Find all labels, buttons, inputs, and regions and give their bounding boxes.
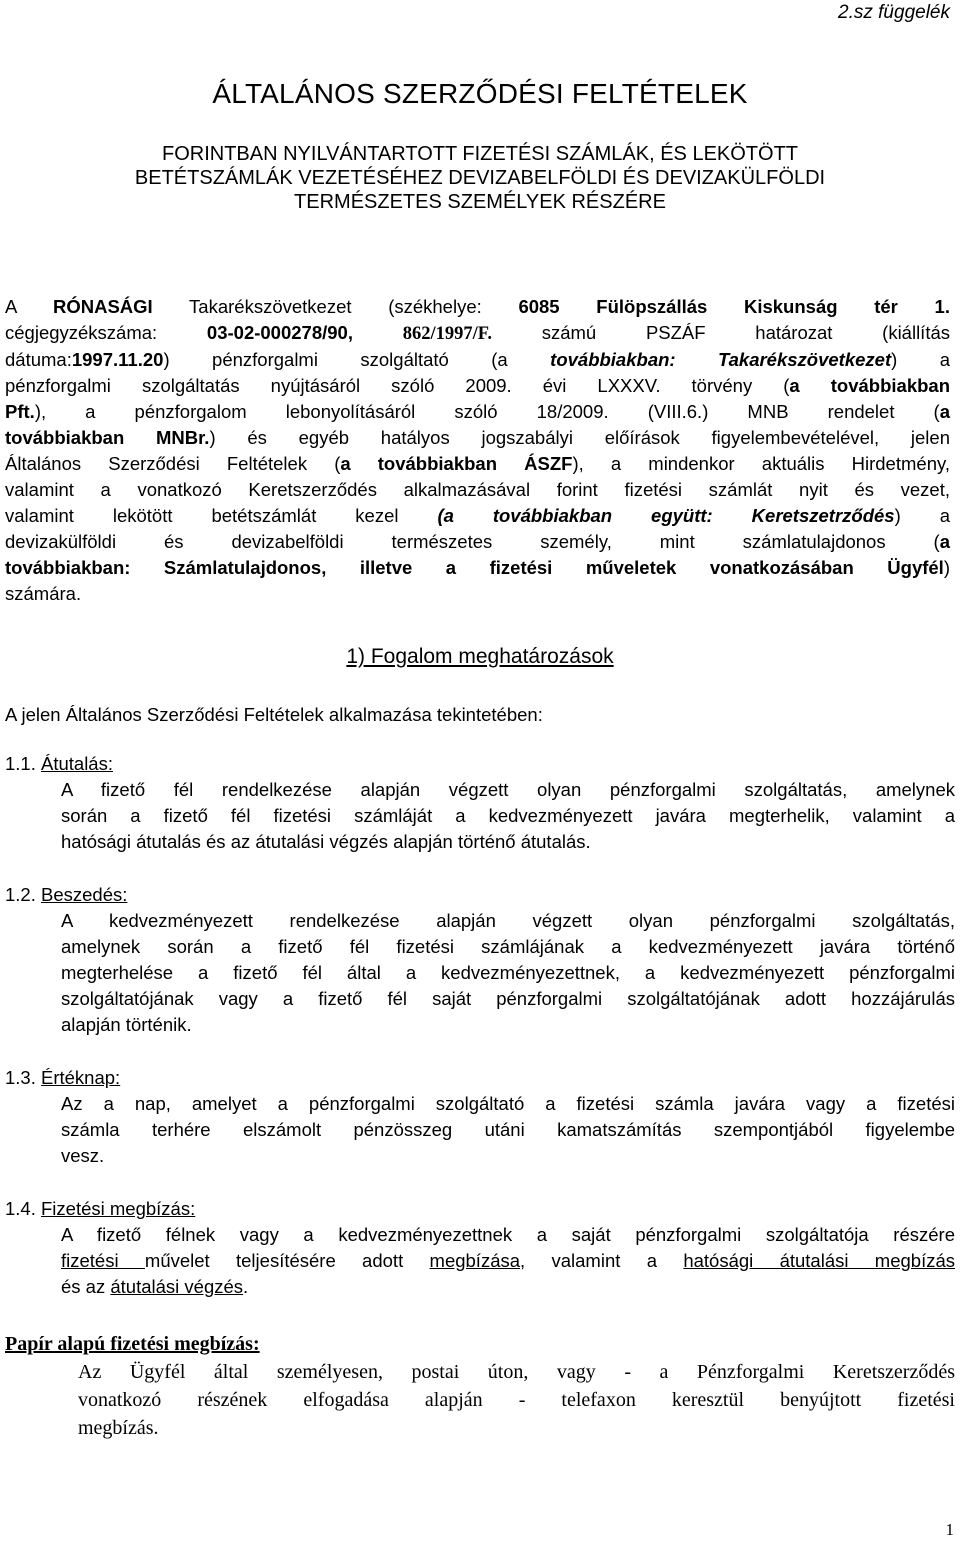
definition-body: Az a nap, amelyet a pénzforgalmi szolgáltató a fizetési számla javára vagy a fizetési számla terhére elszámolt pénzösszeg utáni kamatszámítás szempontjából figyelembe vesz. — [61, 1093, 955, 1166]
document-title: ÁLTALÁNOS SZERZŐDÉSI FELTÉTELEK — [212, 78, 748, 109]
intro-line: továbbiakban MNBr.) és egyéb hatályos jogszabályi előírások figyelembevételével, jelen — [5, 427, 950, 448]
intro-line: A RÓNASÁGI Takarékszövetkezet (székhelye: 6085 Fülöpszállás Kiskunság tér 1. — [5, 296, 950, 317]
intro-line: valamint a vonatkozó Keretszerződés alkalmazásával forint fizetési számlát nyit és vezet, — [5, 479, 950, 500]
definition-term: 1.4. Fizetési megbízás: — [5, 1198, 196, 1219]
definition-erteknap — [5, 1065, 955, 1169]
intro-line: pénzforgalmi szolgáltatás nyújtásáról szóló 2009. évi LXXXV. törvény (a továbbiakban — [5, 375, 950, 396]
definition-papir-alapu — [5, 1330, 955, 1442]
section-heading: 1) Fogalom meghatározások — [346, 645, 614, 668]
intro-line: számára. — [5, 583, 82, 604]
page-number: 1 — [945, 1520, 954, 1539]
intro-line: dátuma:1997.11.20) pénzforgalmi szolgáltató (a továbbiakban: Takarékszövetkezet) a — [5, 349, 951, 370]
definition-term: 1.1. Átutalás: — [5, 753, 113, 774]
definition-body: A kedvezményezett rendelkezése alapján végzett olyan pénzforgalmi szolgáltatás, amelynek során a fizető fél fizetési számlájának a kedvezményezett javára történő megterhelése a fizető fél által a kedvezményezettnek, a kedvezményezett pénzforgalmi szolgáltatójának vagy a fizető fél saját pénzforgalmi szolgáltatójának adott hozzájárulás alapján történik. — [61, 910, 955, 1035]
intro-paragraph — [5, 294, 950, 607]
definition-term: 1.2. Beszedés: — [5, 884, 128, 905]
definition-atutalas — [5, 751, 955, 855]
context-sentence: A jelen Általános Szerződési Feltételek alkalmazása tekintetében: — [5, 704, 543, 725]
intro-line: Általános Szerződési Feltételek (a továbbiakban ÁSZF), a mindenkor aktuális Hirdetmény, — [5, 453, 950, 474]
definition-term: Papír alapú fizetési megbízás: — [5, 1333, 260, 1355]
subtitle-line: FORINTBAN NYILVÁNTARTOTT FIZETÉSI SZÁMLÁK, ÉS LEKÖTÖTT — [161, 143, 799, 165]
definition-body: A fizető fél rendelkezése alapján végzett olyan pénzforgalmi szolgáltatás, amelynek során a fizető fél fizetési számláját a kedvezményezett javára megterhelik, valamint a hatósági átutalás és az átutalási végzés alapján történő átutalás. — [61, 779, 955, 852]
definition-term: 1.3. Értéknap: — [5, 1067, 121, 1088]
intro-line: valamint lekötött betétszámlát kezel (a továbbiakban együtt: Keretszetrződés) a — [5, 505, 950, 526]
document-subtitle — [60, 142, 900, 214]
appendix-label: 2.sz függelék — [838, 2, 950, 23]
subtitle-line: BETÉTSZÁMLÁK VEZETÉSÉHEZ DEVIZABELFÖLDI ÉS DEVIZAKÜLFÖLDI — [134, 167, 826, 189]
definition-body: Az Ügyfél által személyesen, postai úton, vagy - a Pénzforgalmi Keretszerződés vonatkozó részének elfogadása alapján - telefaxon keresztül benyújtott fizetési megbízás. — [78, 1361, 955, 1439]
definition-beszedes — [5, 882, 955, 1038]
intro-line: Pft.), a pénzforgalom lebonyolításáról szóló 18/2009. (VIII.6.) MNB rendelet (a — [5, 401, 950, 422]
definition-fizetesi-megbizas — [5, 1196, 955, 1300]
intro-line: továbbiakban: Számlatulajdonos, illetve a fizetési műveletek vonatkozásában Ügyfél) — [5, 557, 950, 578]
definition-body: A fizető félnek vagy a kedvezményezettnek a saját pénzforgalmi szolgáltatója részére fizetési művelet teljesítésére adott megbízása, valamint a hatósági átutalási megbízás és az átutalási végzés. — [61, 1224, 956, 1297]
intro-line: devizakülföldi és devizabelföldi természetes személy, mint számlatulajdonos (a — [5, 531, 950, 552]
intro-line: cégjegyzékszáma: 03-02-000278/90, 862/1997/F. számú PSZÁF határozat (kiállítás — [5, 322, 951, 344]
subtitle-line: TERMÉSZETES SZEMÉLYEK RÉSZÉRE — [294, 191, 666, 213]
